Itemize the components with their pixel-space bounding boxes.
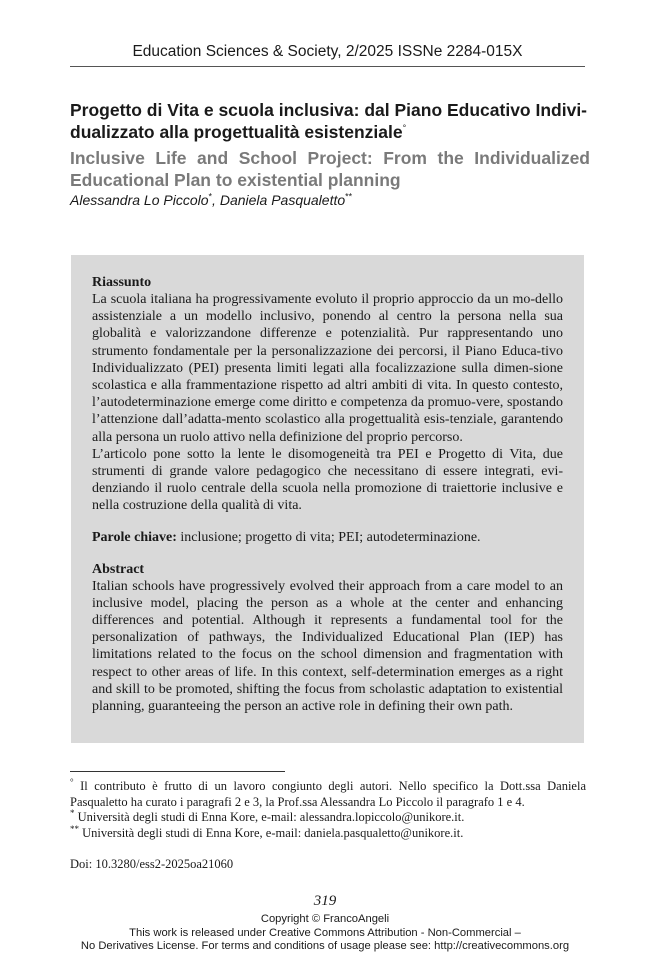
keywords-list: inclusione; progetto di vita; PEI; autodeterminazione. (176, 529, 481, 545)
copyright-line-1: Copyright © FrancoAngeli (260, 913, 390, 925)
abstract-heading: Abstract (92, 561, 145, 577)
footnote-1-text: Il contributo è frutto di un lavoro congiunto degli autori. Nello specifico la Dott.ssa Daniela Pasqualetto ha curato i paragrafi 2 e 3, la Prof.ssa Alessandra Lo Piccolo il paragrafo 1 e 4. (70, 779, 586, 809)
abstract-box (71, 255, 584, 743)
footnote-2-mark: * (70, 807, 75, 818)
author-separator: , (212, 192, 220, 208)
page-number: 319 (313, 893, 337, 909)
author-2: Daniela Pasqualetto (219, 192, 346, 208)
footnote-3-text: Università degli studi di Enna Kore, e-mail: daniela.pasqualetto@unikore.it. (79, 825, 464, 840)
title-italian-line2: dualizzato alla progettualità esistenziale (70, 122, 403, 142)
copyright-line-3: No Derivatives License. For terms and conditions of usage please see: http://creativecommons.org (80, 940, 570, 952)
footnote-1-mark: ° (70, 776, 74, 787)
article-title-english: Inclusive Life and School Project: From the Individualized Educational Plan to existential planning (70, 148, 590, 190)
abstract-box-content (92, 274, 563, 715)
doi: Doi: 10.3280/ess2-2025oa21060 (70, 857, 234, 871)
abstract-paragraph-1: Italian schools have progressively evolved their approach from a care model to an inclusive model, placing the person as a whole at the center and enhancing differences and potential. Although it represents a fundamental tool for the personalization of pathways, the Individualized Educational Plan (IEP) has limitations related to the focus on the school dimension and fragmentation with respect to other areas of life. In this context, self-determination emerges as a right and skill to be promoted, shifting the focus from scholastic adaptation to existential planning, guaranteeing the person an active role in defining their own path. (92, 578, 563, 715)
author-1-mark: * (208, 191, 213, 202)
title-footnote-mark: ° (402, 123, 407, 134)
footnote-rule (70, 771, 285, 772)
keywords-label: Parole chiave: (92, 529, 177, 545)
footnotes (70, 776, 586, 841)
riassunto-paragraph-1: La scuola italiana ha progressivamente evoluto il proprio approccio da un mo-dello assistenziale a un modello inclusivo, ponendo al centro la persona nella sua globalità e valorizzandone differenze e potenzialità. Pur rappresentando uno strumento fondamentale per la personalizzazione dei percorsi, il Piano Educa-tivo Individualizzato (PEI) presenta limiti legati alla focalizzazione sulla dimen-sione scolastica e alla frammentazione rispetto ad altri ambiti di vita. In questo contesto, l’autodeterminazione emerge come diritto e competenza da promuo-vere, spostando l’attenzione dall’adatta-mento scolastico alla progettualità esis-tenziale, garantendo alla persona un ruolo attivo nella definizione del proprio percorso. (92, 292, 563, 445)
footnote-3-mark: ** (70, 823, 79, 834)
title-italian-line1: Progetto di Vita e scuola inclusiva: dal Piano Educativo Indivi- (70, 100, 588, 120)
footnote-1 (70, 776, 586, 810)
riassunto-paragraph-2: L’articolo pone sotto la lente le disomogeneità tra PEI e Progetto di Vita, due strumenti di grande valore pedagogico che necessitano di essere integrati, evi-denziando il ruolo centrale della scuola nella promozione di traiettorie inclusive e nella costruzione della qualità di vita. (92, 446, 563, 514)
copyright-line-2: This work is released under Creative Commons Attribution - Non-Commercial – (129, 926, 521, 939)
author-2-mark: ** (345, 191, 353, 202)
footnote-3 (70, 823, 586, 842)
footnote-2 (70, 807, 586, 826)
keywords (92, 529, 563, 546)
header-rule (70, 66, 585, 67)
authors (70, 192, 352, 208)
riassunto-heading: Riassunto (92, 275, 152, 290)
author-1: Alessandra Lo Piccolo (70, 192, 209, 208)
article-title-italian (70, 99, 590, 143)
copyright-notice (0, 913, 650, 954)
footnote-2-text: Università degli studi di Enna Kore, e-mail: alessandra.lopiccolo@unikore.it. (74, 810, 465, 824)
journal-header: Education Sciences & Society, 2/2025 ISSNe 2284-015X (132, 43, 523, 60)
